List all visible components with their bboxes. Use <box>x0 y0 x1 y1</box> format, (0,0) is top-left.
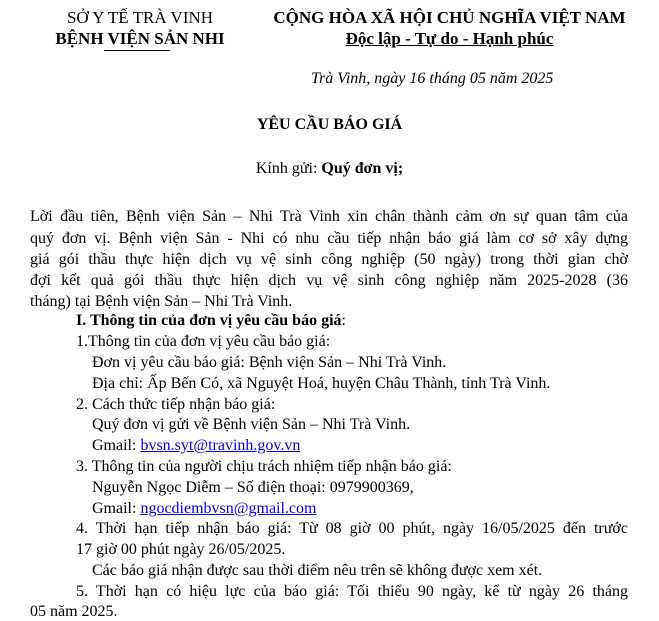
item1-address: Địa chỉ: Ấp Bến Có, xã Nguyệt Hoá, huyện Châu Thành, tỉnh Trà Vinh. <box>92 375 551 392</box>
addressee-prefix: Kính gửi: <box>255 160 322 177</box>
section-heading-text: I. Thông tin của đơn vị yêu cầu báo giá <box>76 312 342 329</box>
item5-line1: 5. Thời hạn có hiệu lực của báo giá: Tối thiểu 90 ngày, kể từ ngày 26 tháng <box>76 583 628 600</box>
section-heading-colon: : <box>341 312 346 329</box>
intro-line: giá gói thầu thực hiện dịch vụ vệ sinh công nghiệp (50 ngày) trong thời gian chờ <box>30 251 628 268</box>
hospital-name: BỆNH VIỆN SẢN NHI <box>55 29 225 48</box>
item2-title: 2. Cách thức tiếp nhận báo giá: <box>76 396 276 413</box>
addressee-name: Quý đơn vị; <box>321 160 404 177</box>
item2-email-line <box>92 437 300 455</box>
item4-line3: Các báo giá nhận được sau thời điểm nêu trên sẽ không được xem xét. <box>92 562 543 579</box>
item3-email-link[interactable]: ngocdiembvsn@gmail.com <box>140 500 317 517</box>
intro-line: Lời đầu tiên, Bệnh viện Sản – Nhi Trà Vinh xin chân thành cảm ơn sự quan tâm của <box>30 208 628 225</box>
date-line: Trà Vinh, ngày 16 tháng 05 năm 2025 <box>311 70 554 87</box>
addressee-line <box>0 160 659 178</box>
item3-line1: Nguyễn Ngọc Diễm – Số điện thoại: 0979900369, <box>92 479 414 496</box>
department-name: SỞ Y TẾ TRÀ VINH <box>66 8 214 27</box>
item2-line1: Quý đơn vị gửi về Bệnh viện Sản – Nhi Trà Vinh. <box>92 416 411 433</box>
intro-line: quý đơn vị. Bệnh viện Sản - Nhi có nhu cầu tiếp nhận báo giá làm cơ sở xây dựng <box>30 230 628 247</box>
item4-line2: 17 giờ 00 phút ngày 26/05/2025. <box>76 541 286 558</box>
intro-line: tháng) tại Bệnh viện Sản – Nhi Trà Vinh. <box>30 293 293 310</box>
republic-title: CỘNG HÒA XÃ HỘI CHỦ NGHĨA VIỆT NAM <box>273 8 626 27</box>
item2-email-label: Gmail: <box>92 437 141 454</box>
national-motto: Độc lập - Tự do - Hạnh phúc <box>345 29 554 48</box>
hospital-underline <box>104 50 170 51</box>
document-title: YÊU CẦU BÁO GIÁ <box>256 116 403 133</box>
item3-title: 3. Thông tin của người chịu trách nhiệm tiếp nhận báo giá: <box>76 458 452 475</box>
intro-line: đợi kết quả gói thầu thực hiện dịch vụ vệ sinh công nghiệp năm 2025-2028 (36 <box>30 272 628 289</box>
item1-unit: Đơn vị yêu cầu báo giá: Bệnh viện Sản – Nhi Trà Vinh. <box>92 354 447 371</box>
item3-email-label: Gmail: <box>92 500 141 517</box>
section-heading <box>76 312 346 330</box>
item4-line1: 4. Thời hạn tiếp nhận báo giá: Từ 08 giờ 00 phút, ngày 16/05/2025 đến trước <box>76 520 628 537</box>
item2-email-link[interactable]: bvsn.syt@travinh.gov.vn <box>140 437 301 454</box>
item5-line2: 05 năm 2025. <box>30 603 118 620</box>
item3-email-line <box>92 500 316 518</box>
item1-title: 1.Thông tin của đơn vị yêu cầu báo giá: <box>76 333 331 350</box>
